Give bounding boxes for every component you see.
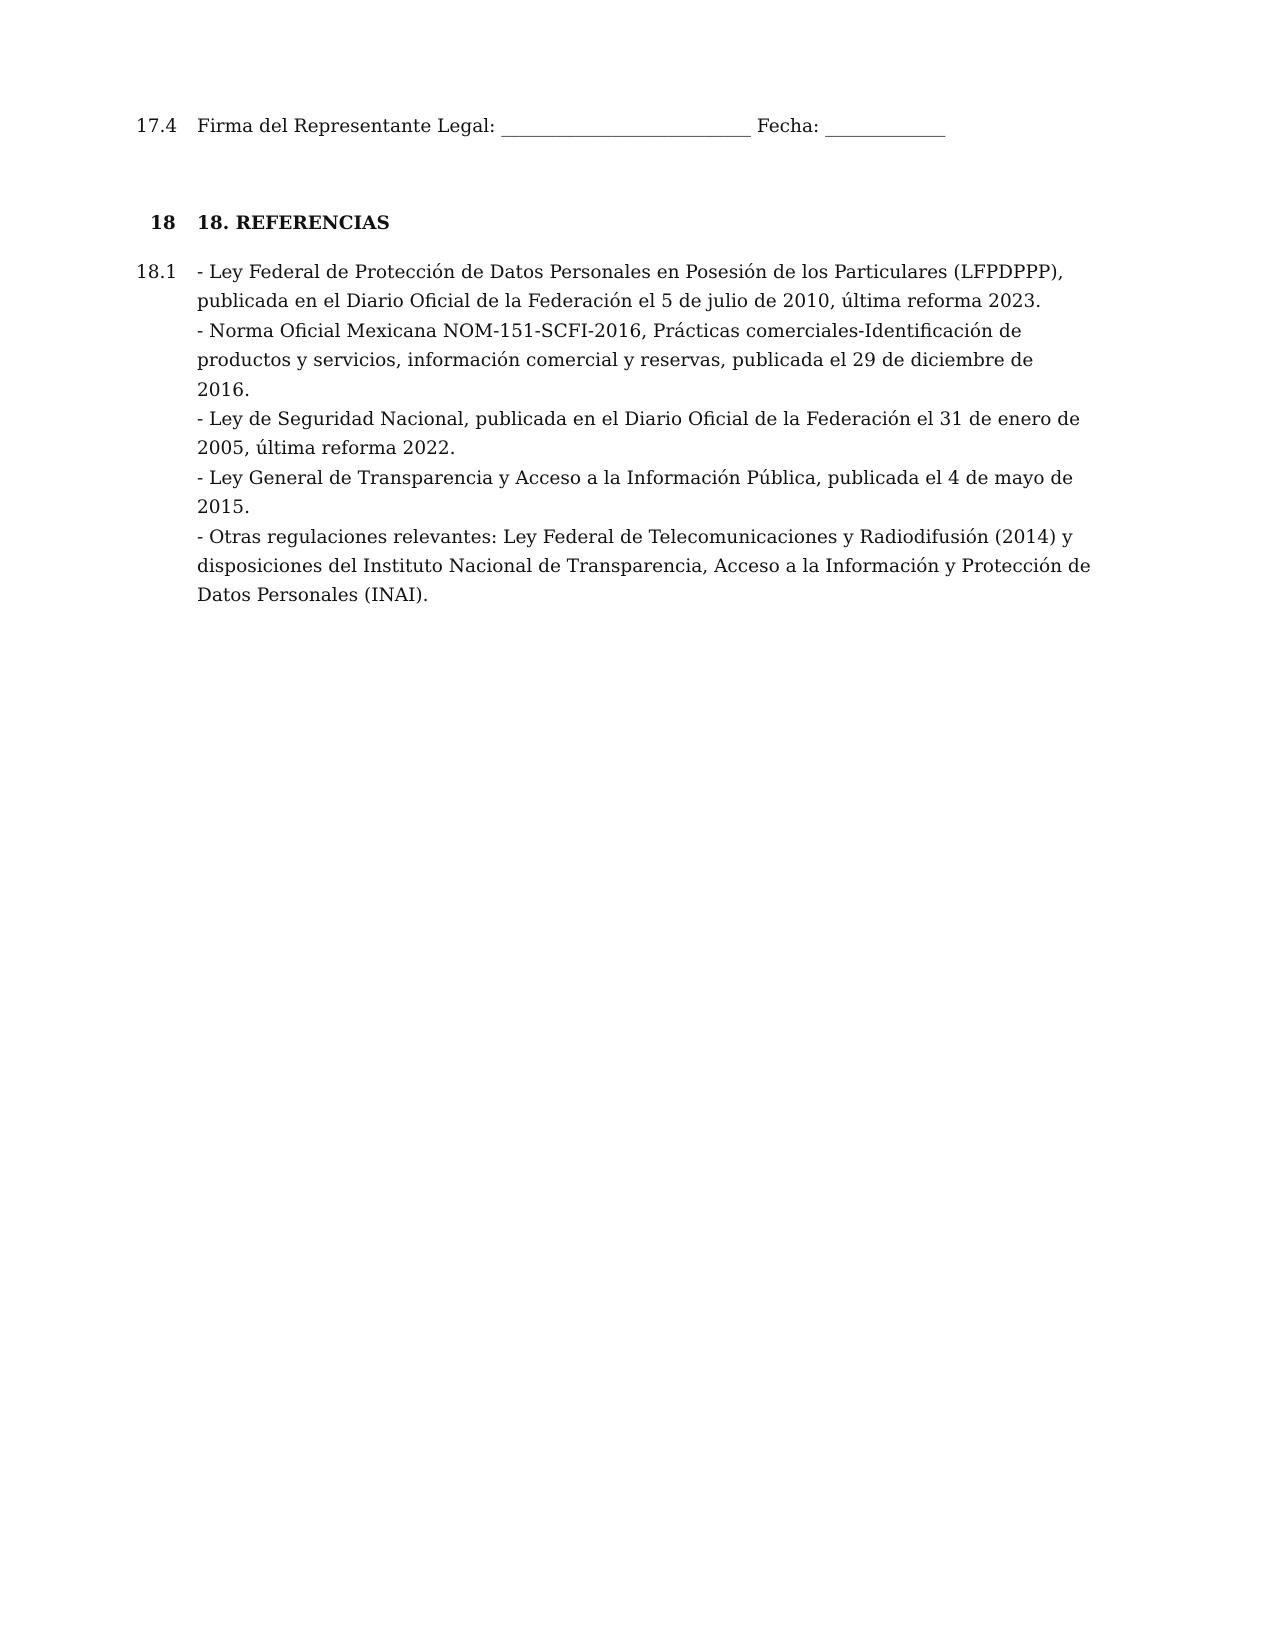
signature-line: Firma del Representante Legal: ___________________________ Fecha: _____________ [197, 116, 946, 137]
reference-line: 2016. [197, 379, 250, 401]
reference-line: - Ley de Seguridad Nacional, publicada en el Diario Oficial de la Federación el 31 de enero de [197, 408, 1081, 430]
reference-line: - Otras regulaciones relevantes: Ley Federal de Telecomunicaciones y Radiodifusión (2014) y [197, 526, 1073, 548]
reference-line: 2005, última reforma 2022. [197, 438, 456, 460]
reference-line: - Ley General de Transparencia y Acceso a la Información Pública, publicada el 4 de mayo de [197, 467, 1074, 489]
section-number: 18 [150, 213, 176, 234]
references-text [197, 258, 1091, 611]
reference-line: productos y servicios, información comercial y reservas, publicada el 29 de diciembre de [197, 350, 1034, 372]
reference-line: - Norma Oficial Mexicana NOM-151-SCFI-2016, Prácticas comerciales-Identificación de [197, 320, 1022, 342]
clause-number: 18.1 [136, 262, 178, 283]
reference-line: disposiciones del Instituto Nacional de Transparencia, Acceso a la Información y Protección de [197, 555, 1091, 577]
reference-line: Datos Personales (INAI). [197, 585, 429, 607]
reference-line: 2015. [197, 497, 250, 519]
section-title: 18. REFERENCIAS [197, 213, 390, 234]
clause-number: 17.4 [136, 116, 178, 137]
reference-line: publicada en el Diario Oficial de la Federación el 5 de julio de 2010, última reforma 2023. [197, 291, 1042, 313]
reference-line: - Ley Federal de Protección de Datos Personales en Posesión de los Particulares (LFPDPPP), [197, 262, 1064, 283]
